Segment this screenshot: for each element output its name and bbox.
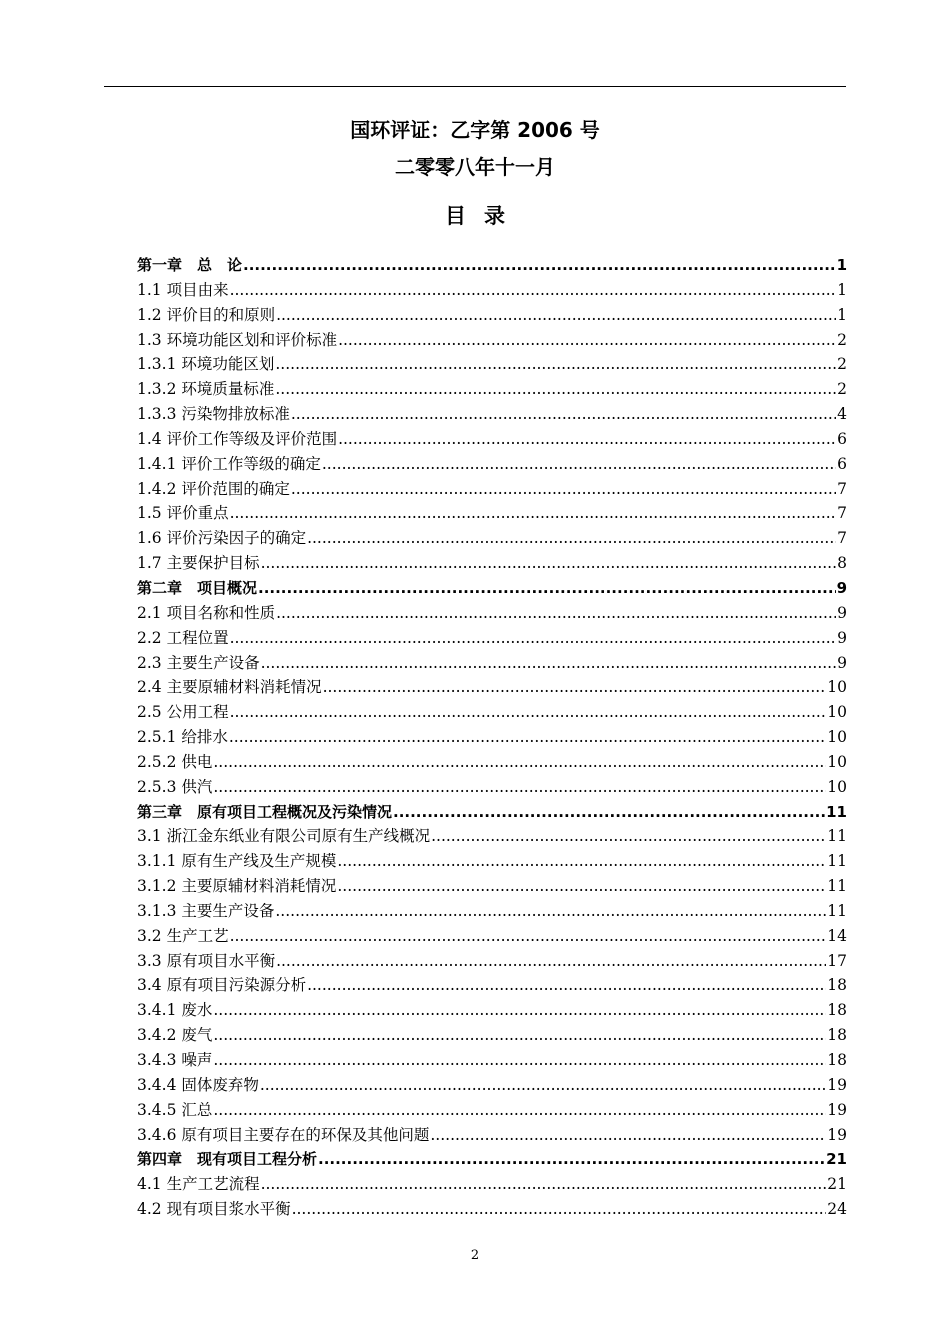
toc-entry[interactable] — [137, 526, 847, 551]
toc-dot-leader — [230, 924, 827, 949]
toc-dot-leader — [291, 477, 836, 502]
toc-entry[interactable] — [137, 700, 847, 725]
toc-dot-leader — [431, 824, 826, 849]
toc-dot-leader — [276, 949, 826, 974]
toc-entry-page: 19 — [827, 1075, 847, 1094]
page-number: 2 — [470, 1248, 480, 1263]
toc-entry-label: 1.2 评价目的和原则 — [137, 305, 276, 324]
toc-entry-page: 6 — [837, 454, 847, 473]
toc-dot-leader — [213, 998, 826, 1023]
toc-dot-leader — [292, 1197, 827, 1222]
toc-dot-leader — [213, 1098, 826, 1123]
toc-dot-leader — [230, 626, 837, 651]
toc-entry[interactable] — [137, 626, 847, 651]
toc-entry-label: 3.1.1 原有生产线及生产规模 — [137, 852, 337, 871]
toc-dot-leader — [291, 402, 836, 427]
toc-chapter-entry[interactable] — [137, 1147, 847, 1172]
toc-entry-label: 3.4.5 汇总 — [137, 1100, 213, 1119]
toc-entry-label: 2.3 主要生产设备 — [137, 653, 260, 672]
toc-dot-leader — [213, 1048, 826, 1073]
toc-entry-page: 10 — [827, 703, 847, 722]
toc-entry[interactable] — [137, 849, 847, 874]
toc-entry-label: 3.4.1 废水 — [137, 1001, 213, 1020]
toc-entry-page: 18 — [827, 1001, 847, 1020]
toc-entry-label: 4.1 生产工艺流程 — [137, 1175, 260, 1194]
toc-entry-page: 9 — [837, 653, 847, 672]
toc-dot-leader — [276, 601, 836, 626]
toc-dot-leader — [393, 800, 825, 825]
toc-entry-label: 1.4 评价工作等级及评价范围 — [137, 429, 338, 448]
toc-entry[interactable] — [137, 874, 847, 899]
toc-dot-leader — [307, 973, 826, 998]
toc-entry[interactable] — [137, 328, 847, 353]
toc-entry[interactable] — [137, 278, 847, 303]
toc-dot-leader — [230, 700, 827, 725]
toc-entry[interactable] — [137, 1172, 847, 1197]
toc-dot-leader — [261, 551, 837, 576]
toc-dot-leader — [276, 303, 836, 328]
toc-entry[interactable] — [137, 998, 847, 1023]
toc-entry[interactable] — [137, 452, 847, 477]
toc-entry-page: 11 — [827, 901, 847, 920]
toc-entry-label: 2.4 主要原辅材料消耗情况 — [137, 678, 322, 697]
toc-entry-label: 1.3.2 环境质量标准 — [137, 380, 275, 399]
toc-entry-page: 2 — [837, 330, 847, 349]
toc-entry[interactable] — [137, 477, 847, 502]
toc-entry-page: 18 — [827, 1051, 847, 1069]
toc-entry[interactable] — [137, 601, 847, 626]
toc-entry-page: 19 — [827, 1125, 847, 1144]
toc-entry-label: 3.4.4 固体废弃物 — [137, 1075, 259, 1094]
toc-entry-label: 2.5.1 给排水 — [137, 728, 228, 747]
toc-entry-page: 10 — [827, 728, 847, 747]
toc-entry[interactable] — [137, 899, 847, 924]
toc-entry-label: 第一章 总 论 — [137, 256, 243, 274]
toc-entry-page: 1 — [836, 256, 847, 274]
toc-entry-label: 1.3 环境功能区划和评价标准 — [137, 330, 338, 349]
toc-entry-page: 10 — [827, 752, 847, 771]
toc-dot-leader — [275, 899, 826, 924]
toc-dot-leader — [258, 576, 836, 601]
toc-entry[interactable] — [137, 1123, 847, 1148]
toc-chapter-entry[interactable] — [137, 253, 847, 278]
toc-entry-label: 1.7 主要保护目标 — [137, 554, 260, 573]
toc-entry[interactable] — [137, 750, 847, 775]
toc-entry-page: 7 — [837, 479, 847, 498]
toc-dot-leader — [213, 1023, 826, 1048]
toc-entry-label: 1.6 评价污染因子的确定 — [137, 529, 307, 548]
toc-dot-leader — [213, 775, 826, 800]
toc-entry[interactable] — [137, 675, 847, 700]
toc-dot-leader — [337, 874, 826, 899]
toc-entry-label: 3.4.6 原有项目主要存在的环保及其他问题 — [137, 1125, 430, 1144]
toc-entry-label: 2.5 公用工程 — [137, 703, 229, 722]
toc-entry-page: 18 — [827, 1026, 847, 1045]
toc-entry-page: 18 — [827, 976, 847, 995]
toc-entry-label: 2.1 项目名称和性质 — [137, 603, 276, 622]
toc-entry-page: 6 — [837, 429, 847, 448]
toc-entry[interactable] — [137, 973, 847, 998]
toc-dot-leader — [338, 427, 836, 452]
toc-entry-label: 3.4.2 废气 — [137, 1026, 213, 1045]
toc-entry-label: 1.1 项目由来 — [137, 280, 229, 299]
toc-entry[interactable] — [137, 352, 847, 377]
toc-entry[interactable] — [137, 1048, 847, 1073]
toc-entry-page: 24 — [827, 1200, 847, 1219]
toc-entry-page: 19 — [827, 1100, 847, 1119]
toc-entry[interactable] — [137, 427, 847, 452]
toc-entry[interactable] — [137, 775, 847, 800]
toc-entry-page: 21 — [827, 1175, 847, 1194]
toc-entry-page: 7 — [837, 504, 847, 523]
toc-chapter-entry[interactable] — [137, 800, 847, 825]
toc-entry-page: 11 — [826, 802, 847, 821]
toc-entry-page: 11 — [827, 827, 847, 846]
certificate-number: 国环评证：乙字第 2006 号 — [350, 118, 600, 142]
toc-entry-label: 1.4.2 评价范围的确定 — [137, 479, 290, 498]
toc-dot-leader — [318, 1147, 825, 1172]
toc-dot-leader — [213, 750, 826, 775]
toc-entry-page: 2 — [837, 355, 847, 374]
toc-title: 目录 — [445, 204, 523, 228]
toc-dot-leader — [243, 253, 836, 278]
toc-entry[interactable] — [137, 303, 847, 328]
toc-entry[interactable] — [137, 1073, 847, 1098]
toc-entry-label: 1.3.3 污染物排放标准 — [137, 405, 290, 424]
toc-entry-label: 3.2 生产工艺 — [137, 926, 229, 945]
toc-dot-leader — [323, 675, 827, 700]
toc-entry[interactable] — [137, 402, 847, 427]
toc-entry[interactable] — [137, 651, 847, 676]
toc-entry-label: 4.2 现有项目浆水平衡 — [137, 1200, 291, 1219]
toc-entry-page: 11 — [827, 852, 847, 871]
toc-entry-label: 第三章 原有项目工程概况及污染情况 — [137, 802, 393, 821]
toc-entry-label: 第二章 项目概况 — [137, 578, 258, 597]
toc-dot-leader — [261, 651, 837, 676]
toc-dot-leader — [430, 1123, 826, 1148]
toc-entry-label: 3.1.2 主要原辅材料消耗情况 — [137, 877, 337, 896]
toc-entry-page: 1 — [837, 280, 847, 299]
toc-entry-page: 2 — [837, 380, 847, 399]
toc-dot-leader — [261, 1172, 827, 1197]
toc-dot-leader — [230, 501, 837, 526]
toc-dot-leader — [307, 526, 836, 551]
toc-entry-page: 8 — [837, 554, 847, 573]
toc-dot-leader — [337, 849, 826, 874]
toc-entry[interactable] — [137, 1197, 847, 1222]
toc-entry-page: 4 — [837, 405, 847, 424]
toc-dot-leader — [229, 725, 826, 750]
toc-entry-page: 10 — [827, 777, 847, 796]
header-rule — [104, 86, 846, 87]
toc-entry-page: 7 — [837, 529, 847, 548]
toc-entry-page: 21 — [826, 1150, 847, 1169]
toc-entry-label: 2.5.3 供汽 — [137, 777, 213, 796]
toc-entry-label: 3.3 原有项目水平衡 — [137, 951, 276, 970]
toc-entry-label: 1.4.1 评价工作等级的确定 — [137, 454, 321, 473]
toc-entry-label: 3.4.3 噪声 — [137, 1051, 213, 1069]
toc-entry[interactable] — [137, 924, 847, 949]
toc-entry[interactable] — [137, 824, 847, 849]
toc-entry-label: 1.5 评价重点 — [137, 504, 229, 523]
toc-entry-page: 1 — [837, 305, 847, 324]
toc-entry-page: 14 — [827, 926, 847, 945]
toc-entry[interactable] — [137, 949, 847, 974]
toc-entry-page: 11 — [827, 877, 847, 896]
toc-entry-label: 2.2 工程位置 — [137, 628, 229, 647]
toc-entry-page: 9 — [836, 578, 847, 597]
toc-dot-leader — [322, 452, 836, 477]
report-date: 二零零八年十一月 — [395, 155, 555, 179]
toc-dot-leader — [338, 328, 836, 353]
toc-entry-label: 第四章 现有项目工程分析 — [137, 1150, 318, 1169]
toc-entry-page: 9 — [837, 603, 847, 622]
toc-entry-label: 3.1 浙江金东纸业有限公司原有生产线概况 — [137, 827, 431, 846]
toc-entry-label: 2.5.2 供电 — [137, 752, 213, 771]
toc-entry-label: 1.3.1 环境功能区划 — [137, 355, 275, 374]
toc-dot-leader — [275, 377, 836, 402]
toc-entry-label: 3.1.3 主要生产设备 — [137, 901, 275, 920]
toc-entry[interactable] — [137, 551, 847, 576]
toc-entry-page: 9 — [837, 628, 847, 647]
table-of-contents — [137, 253, 847, 1222]
toc-entry[interactable] — [137, 501, 847, 526]
toc-dot-leader — [275, 352, 836, 377]
toc-entry[interactable] — [137, 725, 847, 750]
toc-chapter-entry[interactable] — [137, 576, 847, 601]
toc-dot-leader — [260, 1073, 826, 1098]
toc-entry[interactable] — [137, 1023, 847, 1048]
toc-entry-page: 17 — [827, 951, 847, 970]
toc-entry[interactable] — [137, 1098, 847, 1123]
toc-entry-label: 3.4 原有项目污染源分析 — [137, 976, 307, 995]
toc-dot-leader — [230, 278, 837, 303]
toc-entry-page: 10 — [827, 678, 847, 697]
toc-entry[interactable] — [137, 377, 847, 402]
